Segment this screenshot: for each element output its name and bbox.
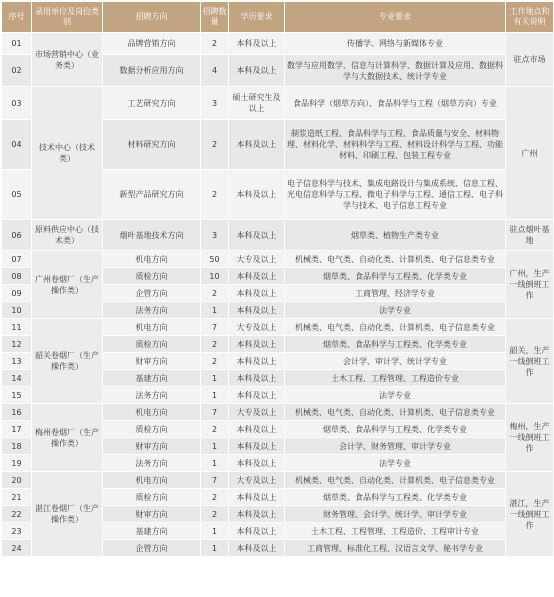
row-number: 7 <box>201 319 229 336</box>
row-major: 工商管理、经济学专业 <box>285 285 506 302</box>
row-education: 本科及以上 <box>229 455 285 472</box>
row-no: 18 <box>2 438 32 455</box>
row-no: 07 <box>2 251 32 268</box>
unit-cell: 市场营销中心（业务类） <box>32 33 103 87</box>
row-direction: 法务方向 <box>103 387 201 404</box>
row-no: 11 <box>2 319 32 336</box>
row-number: 2 <box>201 170 229 220</box>
row-major: 机械类、电气类、自动化类、计算机类、电子信息类专业 <box>285 319 506 336</box>
row-number: 2 <box>201 489 229 506</box>
row-direction: 财审方向 <box>103 438 201 455</box>
row-education: 本科及以上 <box>229 285 285 302</box>
unit-cell: 梅州卷烟厂（生产操作类） <box>32 404 103 472</box>
row-direction: 品牌营销方向 <box>103 33 201 55</box>
row-direction: 机电方向 <box>103 319 201 336</box>
unit-cell: 原料供应中心（技术类） <box>32 220 103 251</box>
row-number: 7 <box>201 404 229 421</box>
row-number: 2 <box>201 336 229 353</box>
row-no: 01 <box>2 33 32 55</box>
unit-cell: 技术中心（技术类） <box>32 87 103 220</box>
header-row <box>2 2 554 33</box>
row-number: 2 <box>201 353 229 370</box>
row-no: 12 <box>2 336 32 353</box>
row-no: 05 <box>2 170 32 220</box>
row-direction: 材料研究方向 <box>103 120 201 170</box>
row-major: 土木工程、工程管理、工程造价专业 <box>285 370 506 387</box>
row-direction: 机电方向 <box>103 251 201 268</box>
row-education: 本科及以上 <box>229 489 285 506</box>
row-major: 烟草类、食品科学与工程类、化学类专业 <box>285 421 506 438</box>
row-education: 本科及以上 <box>229 336 285 353</box>
row-direction: 法务方向 <box>103 455 201 472</box>
row-no: 23 <box>2 523 32 540</box>
table-row <box>2 87 554 120</box>
row-number: 2 <box>201 120 229 170</box>
location-cell: 广州，生产一线倒班工作 <box>506 251 554 319</box>
row-education: 硕士研究生及以上 <box>229 87 285 120</box>
row-education: 本科及以上 <box>229 170 285 220</box>
header-major: 专业要求 <box>285 2 506 33</box>
location-cell: 广州 <box>506 87 554 220</box>
unit-cell: 广州卷烟厂（生产操作类） <box>32 251 103 319</box>
row-number: 1 <box>201 370 229 387</box>
row-education: 大专及以上 <box>229 404 285 421</box>
location-cell: 驻点市场 <box>506 33 554 87</box>
row-direction: 质检方向 <box>103 489 201 506</box>
row-major: 烟草类、食品科学与工程类、化学类专业 <box>285 336 506 353</box>
recruitment-table <box>1 1 554 557</box>
row-major: 电子信息科学与技术、集成电路设计与集成系统、信息工程、光电信息科学与工程、微电子科学与工程、通信工程、电子科学与技术、电子信息工程专业 <box>285 170 506 220</box>
row-number: 2 <box>201 285 229 302</box>
row-number: 1 <box>201 523 229 540</box>
row-number: 4 <box>201 55 229 87</box>
row-education: 本科及以上 <box>229 55 285 87</box>
row-no: 04 <box>2 120 32 170</box>
row-no: 19 <box>2 455 32 472</box>
row-direction: 烟叶基地技术方向 <box>103 220 201 251</box>
row-direction: 质检方向 <box>103 268 201 285</box>
unit-cell: 湛江卷烟厂（生产操作类） <box>32 472 103 557</box>
row-major: 法学专业 <box>285 455 506 472</box>
row-education: 本科及以上 <box>229 353 285 370</box>
row-direction: 企管方向 <box>103 540 201 557</box>
row-direction: 企管方向 <box>103 285 201 302</box>
row-number: 1 <box>201 455 229 472</box>
row-number: 3 <box>201 87 229 120</box>
row-education: 本科及以上 <box>229 120 285 170</box>
row-major: 土木工程、工程管理、工程造价、工程审计专业 <box>285 523 506 540</box>
row-number: 7 <box>201 472 229 489</box>
row-major: 法学专业 <box>285 387 506 404</box>
row-major: 烟草类、食品科学与工程类、化学类专业 <box>285 489 506 506</box>
row-number: 50 <box>201 251 229 268</box>
row-no: 21 <box>2 489 32 506</box>
row-major: 会计学、财务管理、审计学专业 <box>285 438 506 455</box>
row-no: 13 <box>2 353 32 370</box>
row-number: 2 <box>201 33 229 55</box>
row-no: 14 <box>2 370 32 387</box>
row-major: 烟草类、植物生产类专业 <box>285 220 506 251</box>
row-direction: 质检方向 <box>103 336 201 353</box>
row-no: 17 <box>2 421 32 438</box>
row-education: 本科及以上 <box>229 370 285 387</box>
header-location: 工作地点和有关说明 <box>506 2 554 33</box>
row-number: 1 <box>201 438 229 455</box>
location-cell: 韶关，生产一线倒班工作 <box>506 319 554 404</box>
table-row <box>2 33 554 55</box>
row-major: 传播学、网络与新媒体专业 <box>285 33 506 55</box>
row-education: 本科及以上 <box>229 302 285 319</box>
row-direction: 新型产品研究方向 <box>103 170 201 220</box>
row-education: 本科及以上 <box>229 421 285 438</box>
location-cell: 梅州，生产一线倒班工作 <box>506 404 554 472</box>
table-row <box>2 319 554 336</box>
row-direction: 财审方向 <box>103 506 201 523</box>
header-education: 学历要求 <box>229 2 285 33</box>
table-row <box>2 472 554 489</box>
row-number: 1 <box>201 540 229 557</box>
row-education: 本科及以上 <box>229 506 285 523</box>
header-number: 招聘数量 <box>201 2 229 33</box>
header-direction: 招聘方向 <box>103 2 201 33</box>
row-no: 24 <box>2 540 32 557</box>
unit-cell: 韶关卷烟厂（生产操作类） <box>32 319 103 404</box>
row-number: 1 <box>201 302 229 319</box>
row-no: 20 <box>2 472 32 489</box>
row-number: 10 <box>201 268 229 285</box>
row-education: 大专及以上 <box>229 251 285 268</box>
header-no: 序号 <box>2 2 32 33</box>
table-row <box>2 251 554 268</box>
row-major: 法学专业 <box>285 302 506 319</box>
row-no: 22 <box>2 506 32 523</box>
location-cell: 驻点烟叶基地 <box>506 220 554 251</box>
row-major: 食品科学（烟草方向）、食品科学与工程（烟草方向）专业 <box>285 87 506 120</box>
row-education: 本科及以上 <box>229 220 285 251</box>
row-direction: 工艺研究方向 <box>103 87 201 120</box>
row-direction: 机电方向 <box>103 404 201 421</box>
table-row <box>2 220 554 251</box>
row-direction: 质检方向 <box>103 421 201 438</box>
row-education: 大专及以上 <box>229 472 285 489</box>
table-row <box>2 404 554 421</box>
row-major: 财务管理、会计学、统计学、审计学专业 <box>285 506 506 523</box>
row-education: 本科及以上 <box>229 387 285 404</box>
row-direction: 机电方向 <box>103 472 201 489</box>
row-direction: 基建方向 <box>103 523 201 540</box>
row-number: 1 <box>201 387 229 404</box>
row-education: 本科及以上 <box>229 540 285 557</box>
location-cell: 湛江，生产一线倒班工作 <box>506 472 554 557</box>
row-education: 本科及以上 <box>229 33 285 55</box>
row-education: 本科及以上 <box>229 268 285 285</box>
row-direction: 法务方向 <box>103 302 201 319</box>
row-direction: 财审方向 <box>103 353 201 370</box>
row-major: 制浆造纸工程、食品科学与工程、食品质量与安全、材料物理、材料化学、材料科学与工程、材料设计科学与工程、功能材料、印刷工程、包装工程专业 <box>285 120 506 170</box>
row-education: 本科及以上 <box>229 523 285 540</box>
row-direction: 基建方向 <box>103 370 201 387</box>
row-major: 机械类、电气类、自动化类、计算机类、电子信息类专业 <box>285 472 506 489</box>
row-education: 大专及以上 <box>229 319 285 336</box>
row-no: 10 <box>2 302 32 319</box>
row-no: 06 <box>2 220 32 251</box>
row-no: 09 <box>2 285 32 302</box>
row-no: 03 <box>2 87 32 120</box>
row-major: 机械类、电气类、自动化类、计算机类、电子信息类专业 <box>285 404 506 421</box>
row-education: 本科及以上 <box>229 438 285 455</box>
header-unit: 录用单位及岗位类别 <box>32 2 103 33</box>
row-direction: 数据分析应用方向 <box>103 55 201 87</box>
row-major: 工商管理、标准化工程、汉语言文学、秘书学专业 <box>285 540 506 557</box>
row-no: 08 <box>2 268 32 285</box>
row-major: 机械类、电气类、自动化类、计算机类、电子信息类专业 <box>285 251 506 268</box>
row-major: 会计学、审计学、统计学专业 <box>285 353 506 370</box>
row-no: 15 <box>2 387 32 404</box>
row-number: 2 <box>201 506 229 523</box>
row-no: 02 <box>2 55 32 87</box>
row-major: 烟草类、食品科学与工程类、化学类专业 <box>285 268 506 285</box>
row-no: 16 <box>2 404 32 421</box>
row-major: 数学与应用数学、信息与计算科学、数据计算及应用、数据科学与大数据技术、统计学专业 <box>285 55 506 87</box>
row-number: 2 <box>201 421 229 438</box>
row-number: 3 <box>201 220 229 251</box>
